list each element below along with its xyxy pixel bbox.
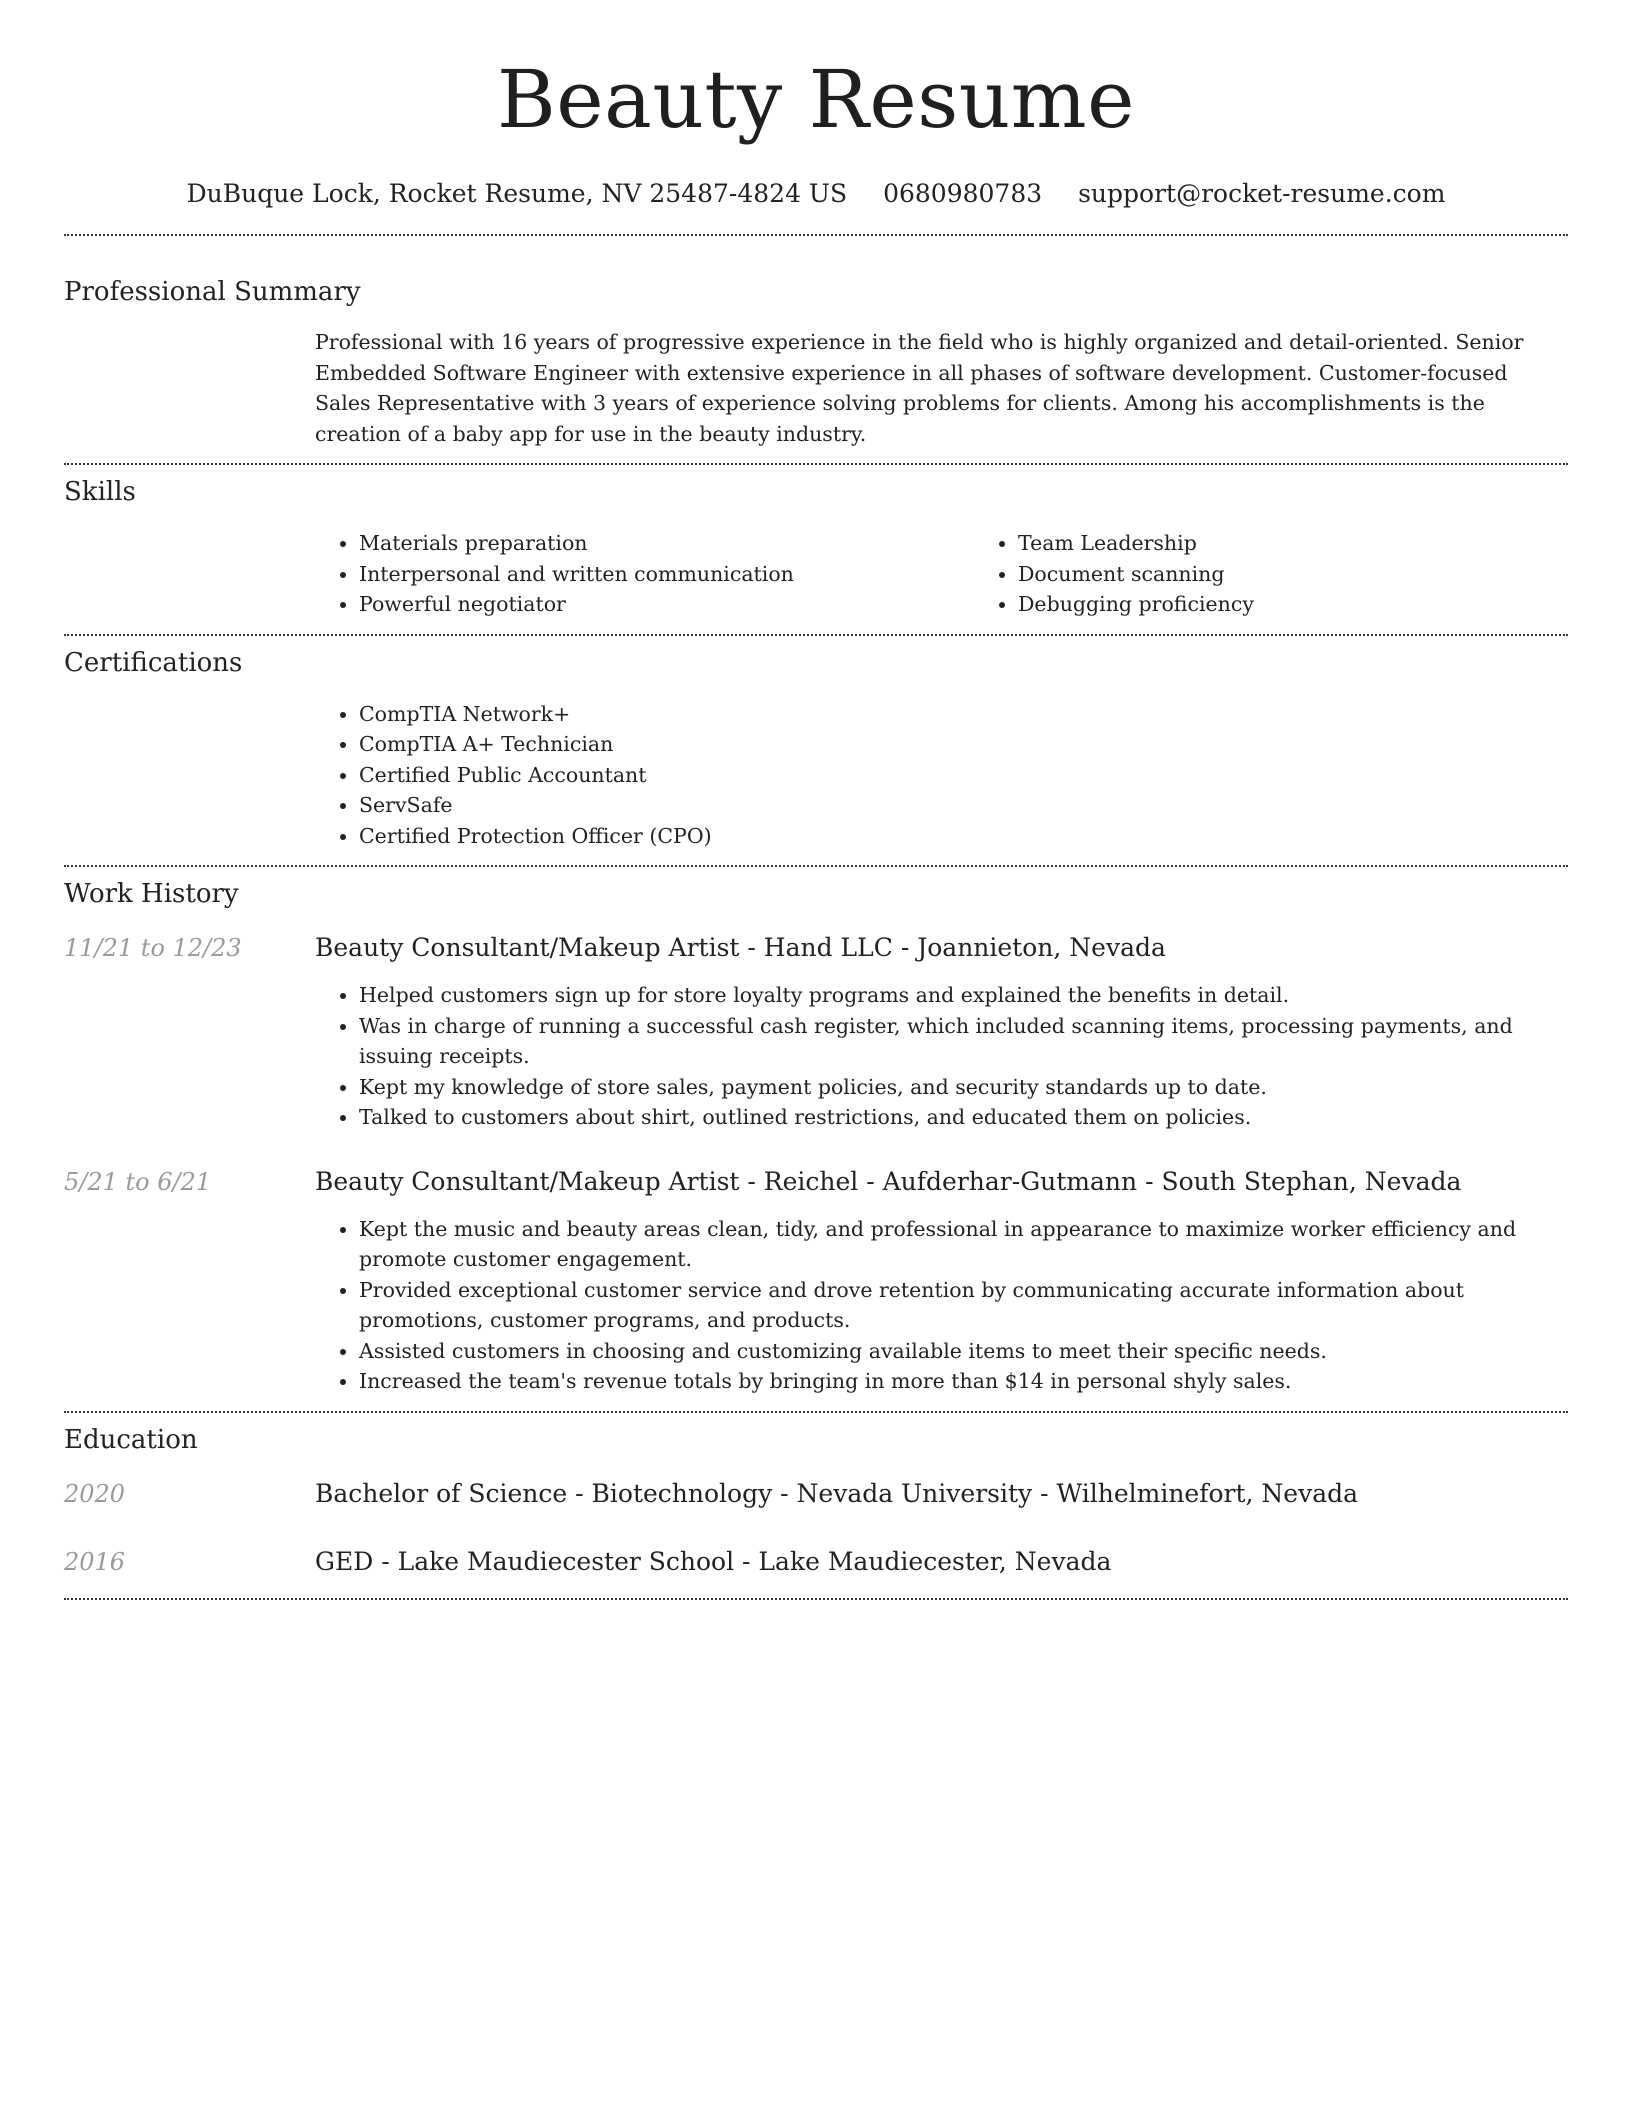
list-item: • Helped customers sign up for store loyalty programs and explained the benefits in detail. [359,980,1568,1011]
job-entry [64,1166,1568,1397]
job-entry [64,932,1568,1133]
resume-page [64,0,1568,1600]
contact-address: DuBuque Lock, Rocket Resume, NV 25487-4824 US [186,179,848,208]
list-item: • Increased the team's revenue totals by bringing in more than $14 in personal shyly sales. [359,1366,1568,1397]
list-item: • ServSafe [359,790,1568,821]
job-heading: Beauty Consultant/Makeup Artist - Hand LLC - Joannieton, Nevada [315,933,1166,962]
list-item: • CompTIA A+ Technician [359,729,1568,760]
list-item: • Certified Public Accountant [359,760,1568,791]
job-dates: 5/21 to 6/21 [64,1167,212,1196]
skills-column-right [974,528,1632,620]
education-year: 2020 [64,1479,126,1508]
section-education [64,1413,1568,1578]
certifications-list [315,699,1568,852]
contact-line [64,178,1568,210]
list-item: • CompTIA Network+ [359,699,1568,730]
education-heading: GED - Lake Maudiecester School - Lake Maudiecester, Nevada [315,1546,1112,1576]
skills-column-left [315,528,974,620]
education-heading: Bachelor of Science - Biotechnology - Nevada University - Wilhelminefort, Nevada [315,1478,1359,1508]
education-entry [64,1478,1568,1510]
list-item: • Provided exceptional customer service and drove retention by communicating accurate information about promotions, customer programs, and products. [359,1275,1568,1336]
section-work-history [64,867,1568,1397]
contact-email[interactable]: support@rocket-resume.com [1078,179,1446,208]
job-bullets [315,980,1568,1133]
list-item: • Certified Protection Officer (CPO) [359,821,1568,852]
section-certifications [64,636,1568,852]
list-item: • Materials preparation [359,528,974,559]
list-item: • Was in charge of running a successful cash register, which included scanning items, processing payments, and issuing receipts. [359,1011,1568,1072]
list-item: • Kept the music and beauty areas clean, tidy, and professional in appearance to maximize worker efficiency and promote customer engagement. [359,1214,1568,1275]
job-heading: Beauty Consultant/Makeup Artist - Reichel - Aufderhar-Gutmann - South Stephan, Nevada [315,1166,1462,1196]
section-summary [64,236,1568,449]
list-item: • Document scanning [1018,559,1632,590]
list-item: • Talked to customers about shirt, outlined restrictions, and educated them on policies. [359,1102,1568,1133]
section-title-skills: Skills [64,477,136,507]
section-title-summary: Professional Summary [64,277,361,307]
resume-name: Beauty Resume [497,53,1135,146]
contact-phone: 0680980783 [883,179,1043,208]
list-item: • Kept my knowledge of store sales, payment policies, and security standards up to date. [359,1072,1568,1103]
job-bullets [315,1214,1568,1397]
list-item: • Assisted customers in choosing and customizing available items to meet their specific needs. [359,1336,1568,1367]
job-dates: 11/21 to 12/23 [64,934,242,962]
list-item: • Powerful negotiator [359,589,974,620]
education-entry [64,1546,1568,1578]
list-item: • Interpersonal and written communication [359,559,974,590]
summary-text: Professional with 16 years of progressive experience in the field who is highly organized and detail-oriented. Senior Embedded Software Engineer with extensive experience in all phases of software development. Customer-focused Sales Representative with 3 years of experience solving problems for clients. Among his accomplishments is the creation of a baby app for use in the beauty industry. [315,330,1524,446]
section-title-education: Education [64,1424,198,1455]
section-skills [64,465,1568,620]
list-item: • Debugging proficiency [1018,589,1632,620]
section-title-certifications: Certifications [64,647,243,678]
education-year: 2016 [64,1547,126,1576]
section-title-work: Work History [64,879,239,909]
skills-list [315,528,1568,620]
divider [64,1598,1568,1600]
list-item: • Team Leadership [1018,528,1632,559]
